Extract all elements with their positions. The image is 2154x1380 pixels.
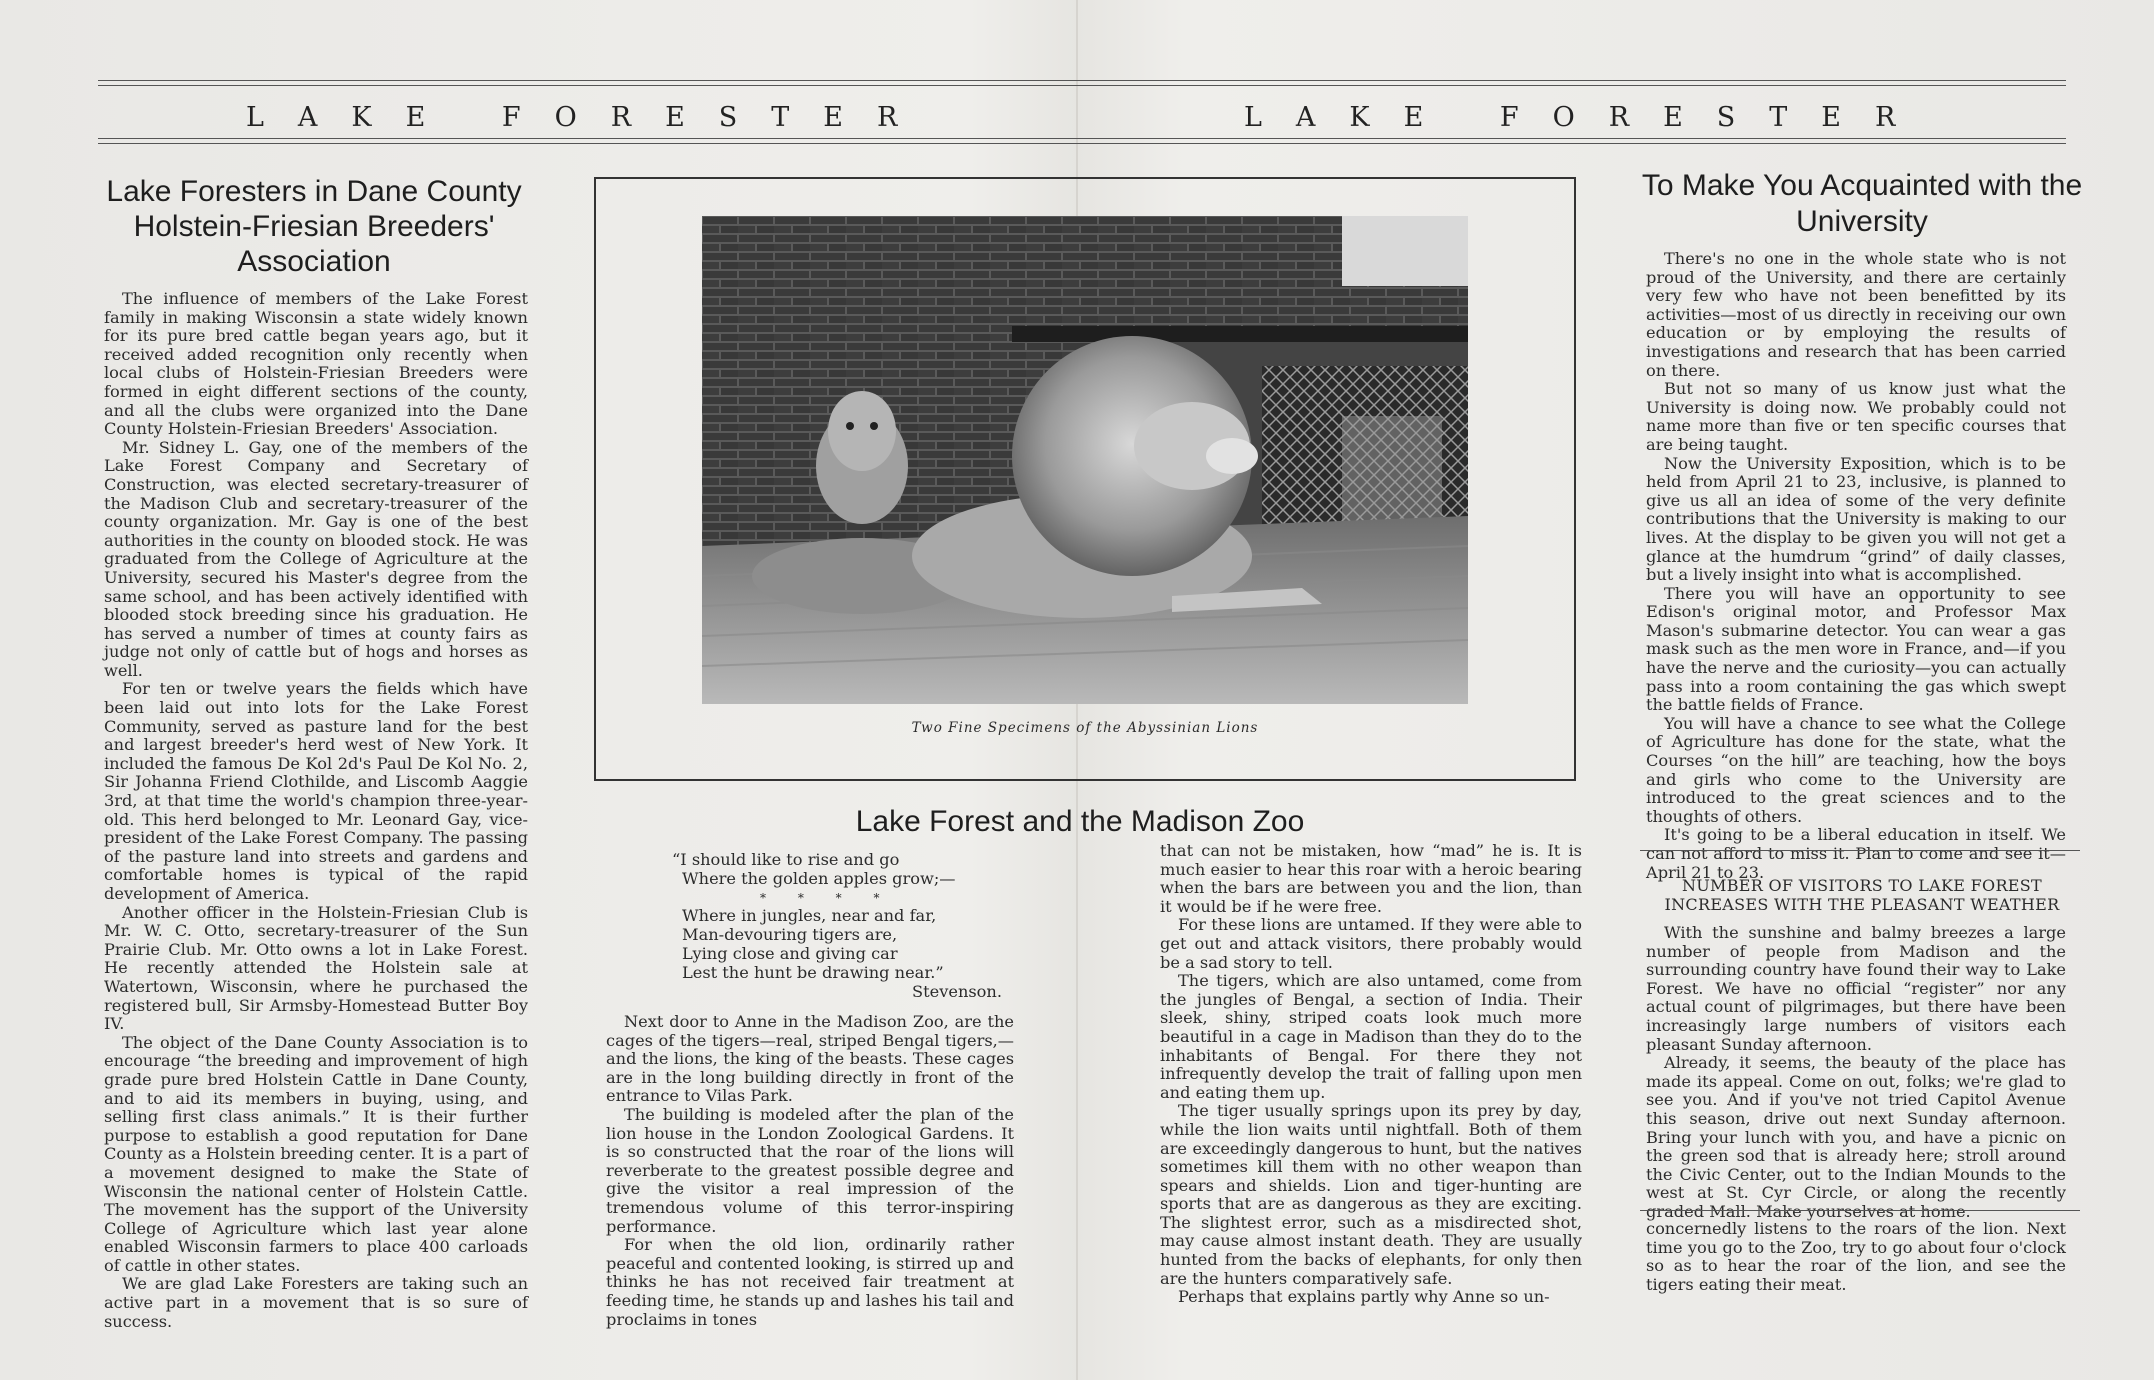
- zoo-paragraph: Perhaps that explains partly why Anne so un-: [1178, 1287, 1550, 1307]
- left-article-title: Lake Foresters in Dane County Holstein-Friesian Breeders' Association: [106, 175, 522, 278]
- zoo-paragraph: For when the old lion, ordinarily rather peaceful and contented looking, is stirred up and thinks he has not received fair treatment at feeding time, he stands up and lashes his tail and proclaims in tones: [606, 1235, 1014, 1329]
- zoo-paragraph: that can not be mistaken, how “mad” he is. It is much easier to hear this roar with a heroic bearing when the bars are between you and the lion, than it would be if he were free.: [1160, 841, 1582, 916]
- poem-stars: * * * *: [760, 890, 894, 905]
- zoo-column-2: [1160, 842, 1582, 1307]
- visitors-article-body: [1646, 924, 2066, 1222]
- left-paragraph: The influence of members of the Lake Forest family in making Wisconsin a state widely known for its pure bred cattle began years ago, but it received added recognition only recently when local clubs of Holstein-Friesian Breeders were formed in eight different sections of the county, and all the clubs were organized into the Dane County Holstein-Friesian Breeders' Association.: [104, 289, 528, 439]
- zoo-continuation: [1646, 1220, 2066, 1294]
- masthead-rule-bottom-2: [98, 143, 2066, 144]
- zoo-paragraph: Next door to Anne in the Madison Zoo, are the cages of the tigers—real, striped Bengal tigers,— and the lions, the king of the beasts. These cages are in the long building directly in front of the entrance to Vilas Park.: [606, 1012, 1014, 1106]
- zoo-column-1: [606, 1013, 1014, 1329]
- right-paragraph: There you will have an opportunity to see Edison's original motor, and Professor Max Mason's submarine detector. You can wear a gas mask such as the men wore in France, and—if you have the nerve and the curiosity—you can actually pass into a room containing the gas which swept the battle fields of France.: [1646, 583, 2066, 715]
- photo-caption: Two Fine Specimens of the Abyssinian Lions: [911, 720, 1259, 736]
- masthead-right: LAKE FORESTER: [1244, 102, 1930, 133]
- left-paragraph: Another officer in the Holstein-Friesian Club is Mr. W. C. Otto, secretary-treasurer of the Sun Prairie Club. Mr. Otto owns a lot in Lake Forest. He recently attended the Holstein sale at Watertown, Wisconsin, where he purchased the registered bull, Sir Armsby-Homestead Butter Boy IV.: [104, 902, 528, 1034]
- visitors-paragraph: Already, it seems, the beauty of the place has made its appeal. Come on out, folks; we're glad to see you. And if you've not tried Capitol Avenue this season, drive out next Sunday afternoon. Bring your lunch with you, and have a picnic on the green sod that is already here; stroll around the Civic Center, out to the Indian Mounds to the west at St. Cyr Circle, or along the recently graded Mall. Make yourselves at home.: [1646, 1053, 2066, 1221]
- masthead-rule-top-2: [98, 85, 2066, 86]
- zoo-paragraph: For these lions are untamed. If they were able to get out and attack visitors, there probably would be a sad story to tell.: [1160, 915, 1582, 972]
- poem-line: Where the golden apples grow;—: [682, 868, 956, 888]
- poem-line: “I should like to rise and go: [672, 850, 900, 869]
- masthead-rule-top: [98, 80, 2066, 81]
- visitors-article-title: NUMBER OF VISITORS TO LAKE FOREST INCREASES WITH THE PLEASANT WEATHER: [1664, 876, 2060, 914]
- right-paragraph: You will have a chance to see what the College of Agriculture has done for the state, what the Courses “on the hill” are teaching, how the boys and girls who come to the University are introduced to the great sciences and to the thoughts of others.: [1646, 713, 2066, 826]
- right-paragraph: But not so many of us know just what the University is doing now. We probably could not name more than five or ten specific courses that are being taught.: [1646, 379, 2066, 454]
- right-paragraph: It's going to be a liberal education in itself. We can not afford to miss it. Plan to come and see it— April 21 to 23.: [1646, 825, 2066, 882]
- left-paragraph: The object of the Dane County Association is to encourage “the breeding and improvement of high grade pure bred Holstein Cattle in Dane County, and to aid its members in buying, using, and selling first class animals.” It is their further purpose to establish a good reputation for Dane County as a Holstein breeding center. It is a part of a movement designed to make the State of Wisconsin the national center of Holstein Cattle. The movement has the support of the University College of Agriculture which last year alone enabled Wisconsin farmers to place 400 carloads of cattle in other states.: [104, 1032, 528, 1275]
- left-article-body: [104, 290, 528, 1331]
- continuation-paragraph: concernedly listens to the roars of the lion. Next time you go to the Zoo, try to go about four o'clock so as to hear the roar of the lion, and see the tigers eating their meat.: [1646, 1219, 2066, 1294]
- poem-line: Where in jungles, near and far,: [682, 906, 937, 926]
- poem-line: Man-devouring tigers are,: [682, 925, 898, 945]
- right-paragraph: There's no one in the whole state who is not proud of the University, and there are certainly very few who have not been benefitted by its activities—most of us directly in receiving our own education or by employing the results of investigations and research that has been carried on there.: [1646, 249, 2066, 380]
- zoo-paragraph: The tigers, which are also untamed, come from the jungles of Bengal, a section of India. Their sleek, shiny, striped coats look much more beautiful in a cage in Madison than they do to the inhabitants of Bengal. For there they not infrequently develop the trait of falling upon men and eating them up.: [1160, 971, 1582, 1102]
- zoo-paragraph: The building is modeled after the plan of the lion house in the London Zoological Gardens. It is so constructed that the roar of the lions will reverberate to the greatest possible degree and give the visitor a real impression of the tremendous volume of this terror-inspiring performance.: [606, 1104, 1014, 1236]
- section-divider: [1640, 850, 2080, 851]
- poem: [672, 851, 1002, 1001]
- visitors-paragraph: With the sunshine and balmy breezes a large number of people from Madison and the surrounding country have found their way to Lake Forest. We have no official “register” nor any actual count of pilgrimages, but there have been increasingly large numbers of visitors each pleasant Sunday afternoon.: [1646, 923, 2066, 1054]
- lions-image: [702, 216, 1468, 704]
- left-paragraph: Mr. Sidney L. Gay, one of the members of the Lake Forest Company and Secretary of Construction, was elected secretary-treasurer of the Madison Club and secretary-treasurer of the county organization. Mr. Gay is one of the best authorities in the county on blooded stock. He was graduated from the College of Agriculture at the University, secured his Master's degree from the same school, and has been actively identified with blooded stock breeding since his graduation. He has served a number of times at county fairs as judge not only of cattle but of hogs and horses as well.: [104, 437, 528, 680]
- poem-line: Lest the hunt be drawing near.”: [682, 962, 944, 982]
- right-article-body: [1646, 250, 2066, 882]
- poem-line: Lying close and giving car: [682, 943, 898, 963]
- lions-photo: [702, 216, 1468, 704]
- zoo-article-title: Lake Forest and the Madison Zoo: [855, 805, 1305, 838]
- poem-author: Stevenson.: [912, 981, 1002, 1001]
- right-article-title: To Make You Acquainted with the University: [1641, 169, 2083, 238]
- right-paragraph: Now the University Exposition, which is to be held from April 21 to 23, inclusive, is planned to give us all an idea of some of the very definite contributions that the University is making to our lives. At the display to be given you will not get a glance at the humdrum “grind” of daily classes, but a lively insight into what is accomplished.: [1646, 453, 2066, 585]
- left-paragraph: We are glad Lake Foresters are taking such an active part in a movement that is so sure of success.: [104, 1274, 528, 1331]
- masthead-rule-bottom: [98, 138, 2066, 139]
- section-divider: [1640, 1210, 2080, 1211]
- zoo-paragraph: The tiger usually springs upon its prey by day, while the lion waits until nightfall. Both of them are exceedingly dangerous to hunt, but the natives sometimes kill them with no other weapon than spears and shields. Lion and tiger-hunting are sports that are as dangerous as they are exciting. The slightest error, such as a misdirected shot, may cause almost instant death. They are usually hunted from the backs of elephants, for only then are the hunters comparatively safe.: [1160, 1101, 1582, 1288]
- masthead-left: LAKE FORESTER: [246, 102, 932, 133]
- left-paragraph: For ten or twelve years the fields which have been laid out into lots for the Lake Forest Community, served as pasture land for the best and largest breeder's herd west of New York. It included the famous De Kol 2d's Paul De Kol No. 2, Sir Johanna Friend Clothilde, and Liscomb Aaggie 3rd, at that time the world's champion three-year-old. This herd belonged to Mr. Leonard Gay, vice-president of the Lake Forest Company. The passing of the pasture land into streets and gardens and comfortable homes is typical of the rapid development of America.: [104, 679, 528, 903]
